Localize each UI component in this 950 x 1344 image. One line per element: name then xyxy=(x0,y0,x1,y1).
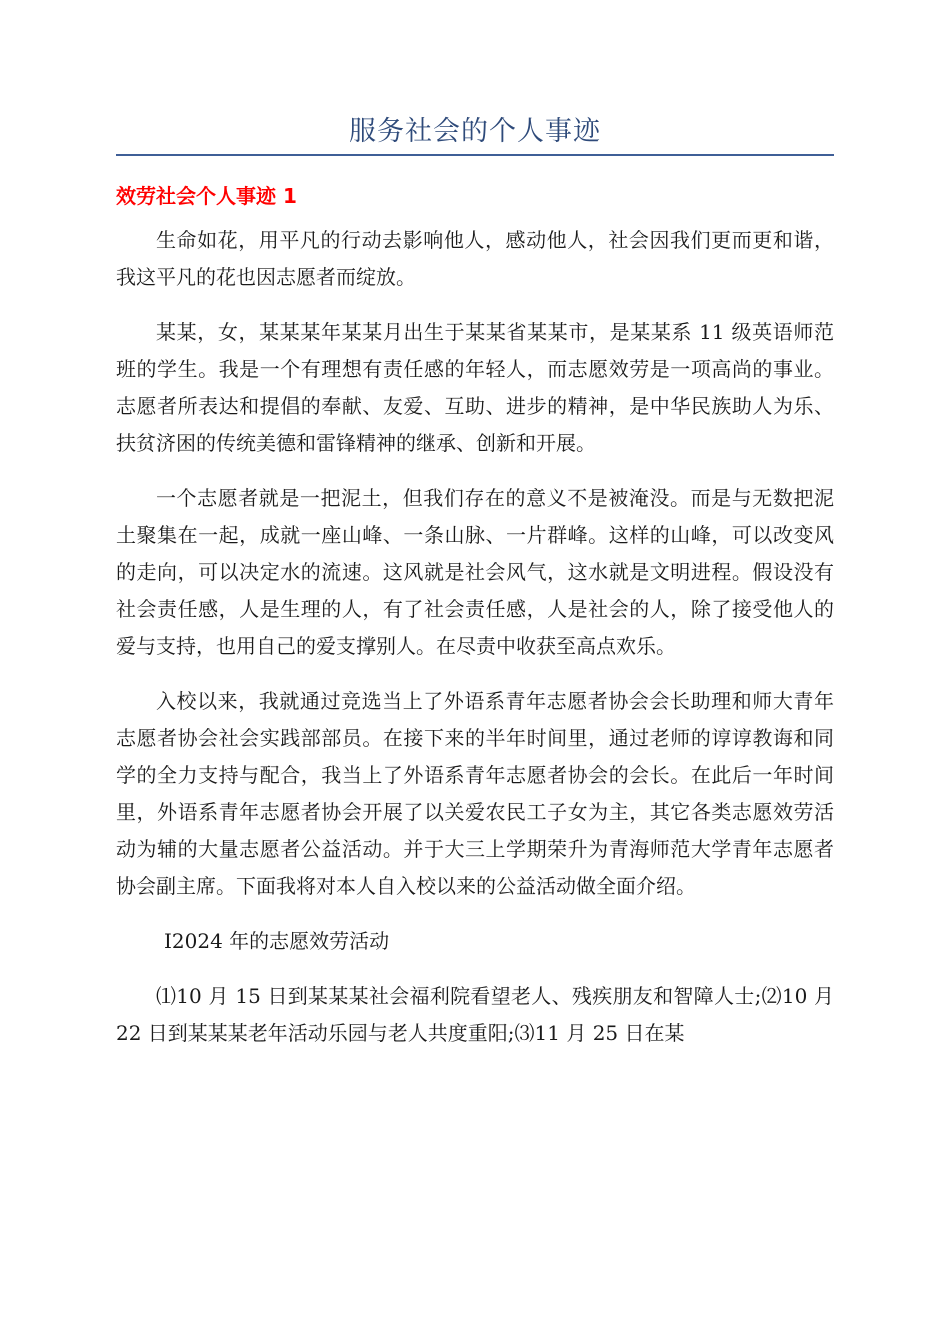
body-paragraph-3: 一个志愿者就是一把泥土，但我们存在的意义不是被淹没。而是与无数把泥土聚集在一起，成就一座山峰、一条山脉、一片群峰。这样的山峰，可以改变风的走向，可以决定水的流速。这风就是社会风气，这水就是文明进程。假设没有社会责任感，人是生理的人，有了社会责任感，人是社会的人，除了接受他人的爱与支持，也用自己的爱支撑别人。在尽责中收获至高点欢乐。 xyxy=(116,486,834,658)
body-paragraph-4: 入校以来，我就通过竞选当上了外语系青年志愿者协会会长助理和师大青年志愿者协会社会实践部部员。在接下来的半年时间里，通过老师的谆谆教诲和同学的全力支持与配合，我当上了外语系青年志愿者协会的会长。在此后一年时间里，外语系青年志愿者协会开展了以关爱农民工子女为主，其它各类志愿效劳活动为辅的大量志愿者公益活动。并于大三上学期荣升为青海师范大学青年志愿者协会副主席。下面我将对本人自入校以来的公益活动做全面介绍。 xyxy=(116,689,834,898)
activity-subheading: Ⅰ2024 年的志愿效劳活动 xyxy=(164,929,390,953)
document-body xyxy=(116,222,834,1070)
title-underline xyxy=(116,154,834,156)
document-title: 服务社会的个人事迹 xyxy=(349,116,601,147)
body-paragraph-1: 生命如花，用平凡的行动去影响他人，感动他人，社会因我们更而更和谐，我这平凡的花也因志愿者而绽放。 xyxy=(116,228,834,289)
activity-list-paragraph: ⑴10 月 15 日到某某某社会福利院看望老人、残疾朋友和智障人士;⑵10 月 22 日到某某某老年活动乐园与老人共度重阳;⑶11 月 25 日在某 xyxy=(116,984,834,1045)
section-heading: 效劳社会个人事迹 1 xyxy=(116,184,297,208)
body-paragraph-2: 某某，女，某某某年某某月出生于某某省某某市，是某某系 11 级英语师范班的学生。我是一个有理想有责任感的年轻人，而志愿效劳是一项高尚的事业。志愿者所表达和提倡的奉献、友爱、互助、进步的精神，是中华民族助人为乐、扶贫济困的传统美德和雷锋精神的继承、创新和开展。 xyxy=(116,320,834,455)
